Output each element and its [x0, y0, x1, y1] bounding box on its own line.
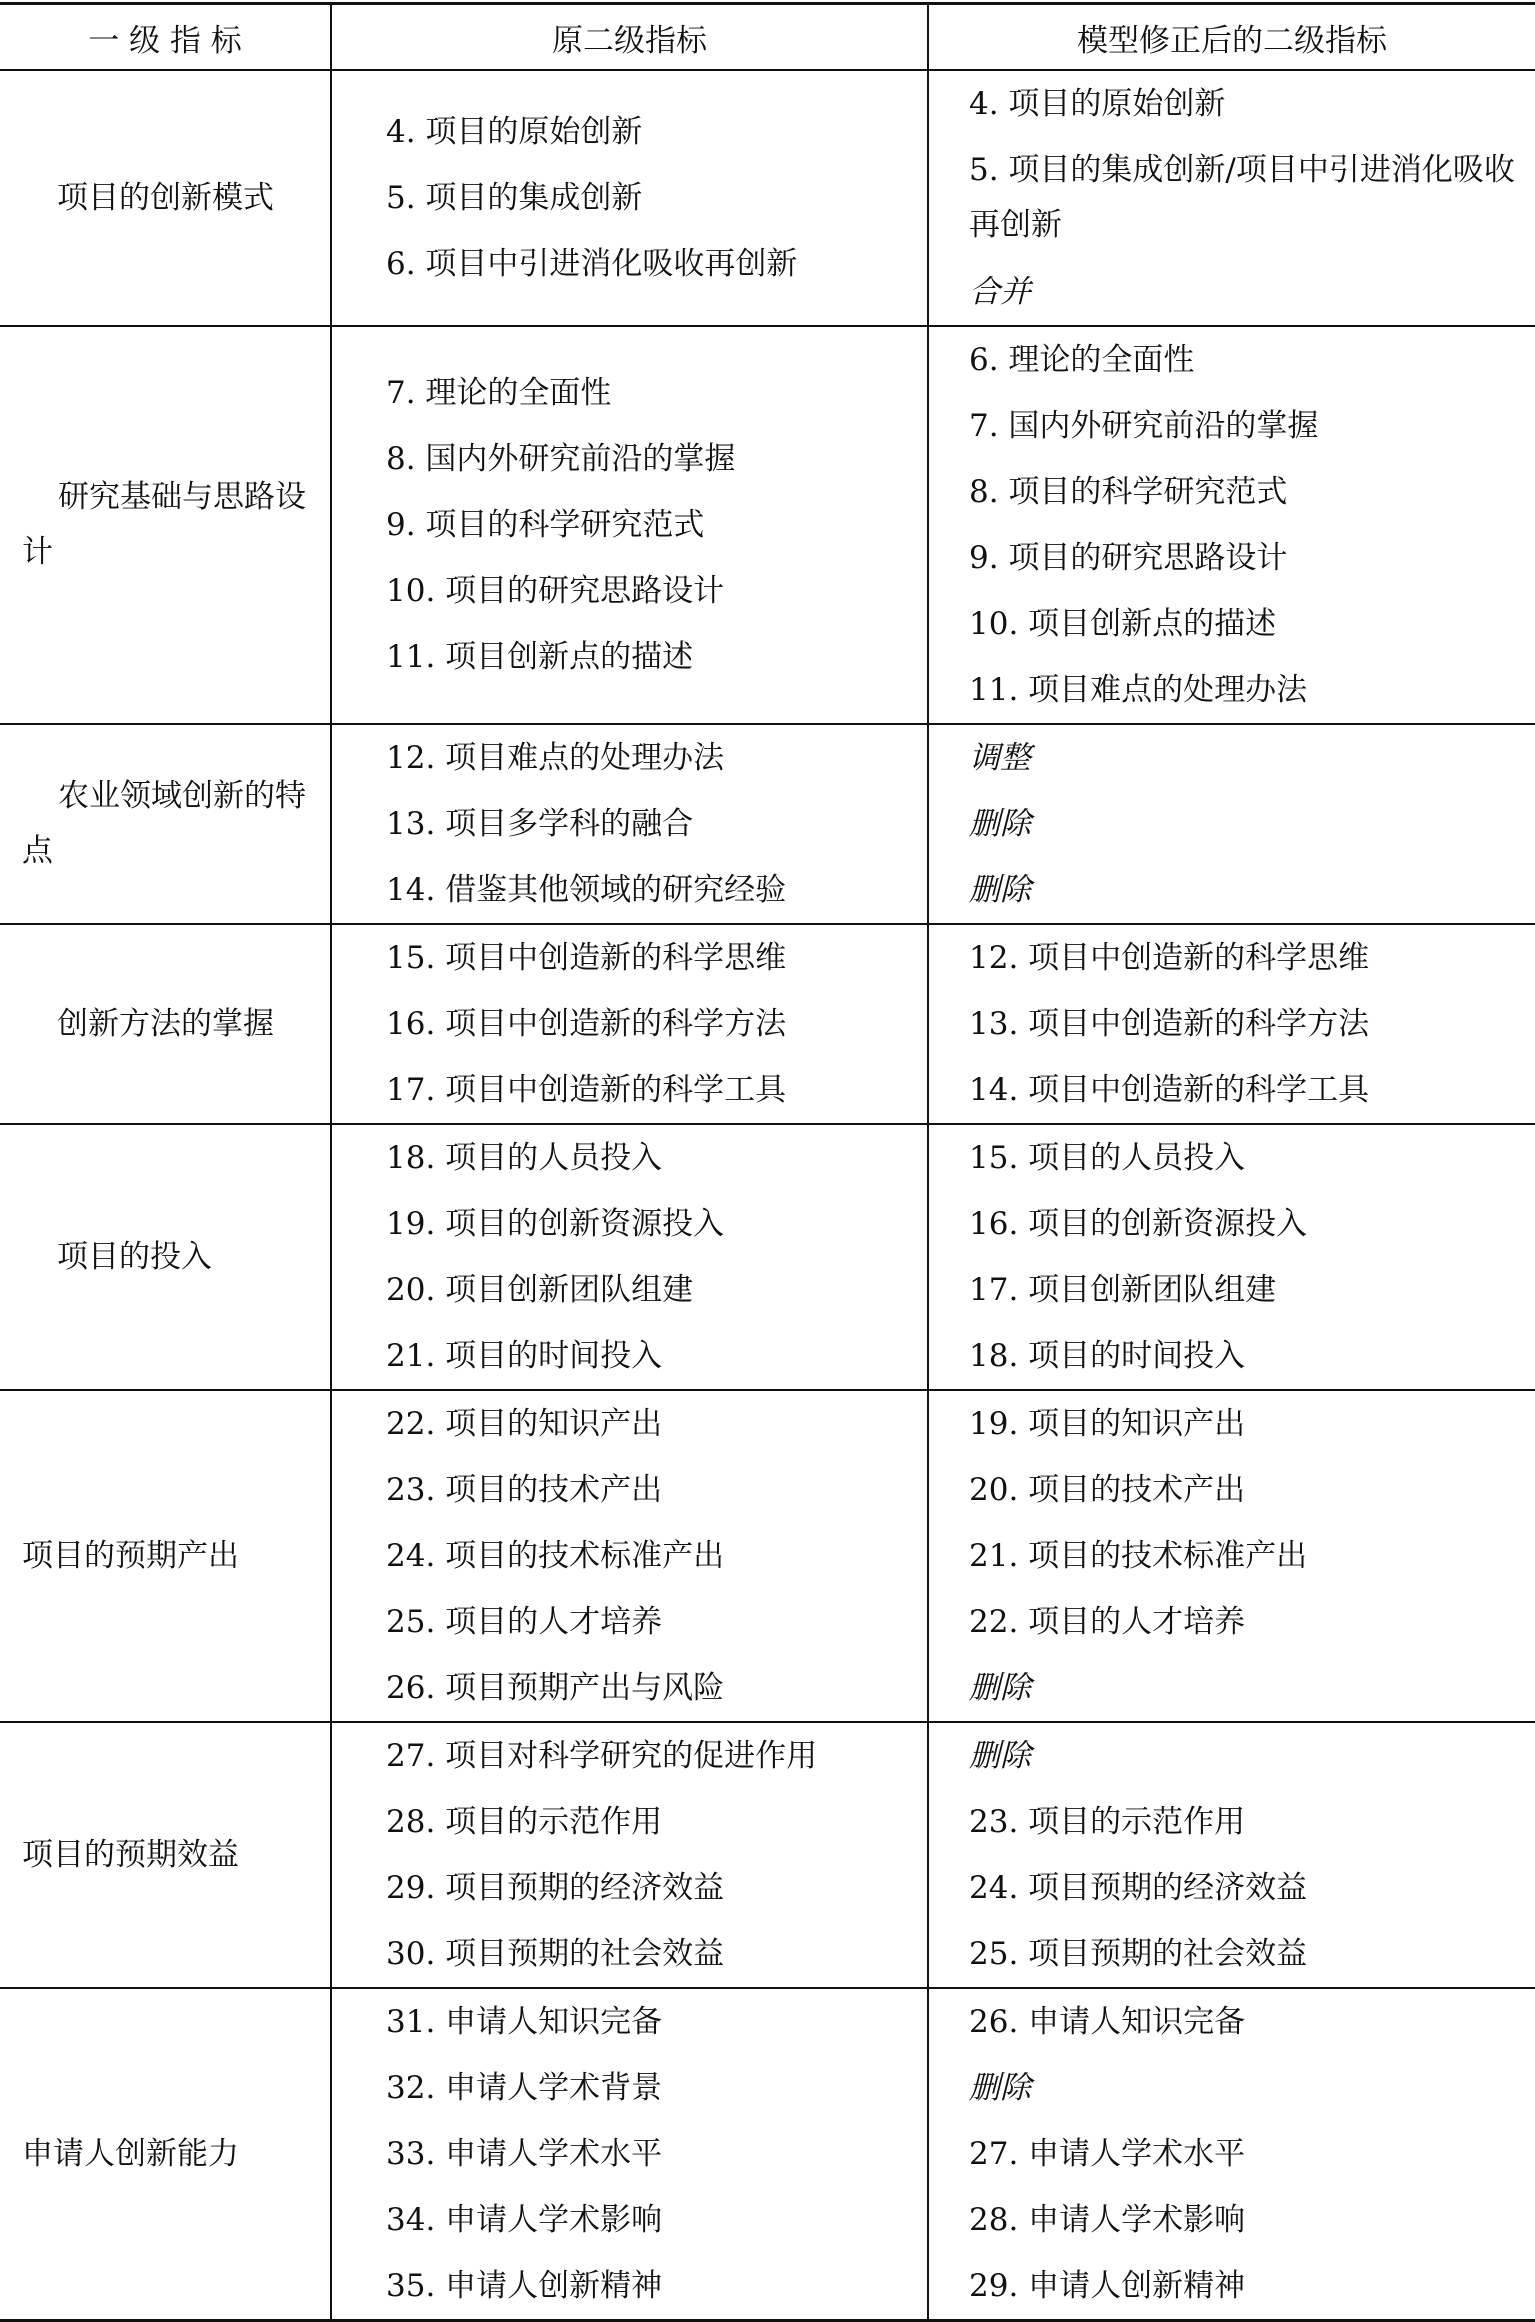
indicator-list	[332, 925, 927, 1123]
level1-label: 研究基础与思路设计	[22, 479, 306, 570]
level1-label: 创新方法的掌握	[57, 1005, 274, 1042]
list-item: 27. 项目对科学研究的促进作用	[386, 1738, 818, 1774]
list-item: 14. 借鉴其他领域的研究经验	[386, 872, 787, 908]
indicator-list	[332, 99, 927, 297]
original-indicators-cell	[331, 70, 928, 326]
list-item: 20. 项目的技术产出	[969, 1472, 1246, 1508]
level1-cell	[0, 724, 331, 924]
list-item: 9. 项目的研究思路设计	[969, 540, 1288, 576]
revised-indicators-cell	[928, 1722, 1535, 1988]
list-item: 删除	[969, 872, 1031, 908]
revised-indicators-cell	[928, 1124, 1535, 1390]
list-item: 16. 项目中创造新的科学方法	[386, 1006, 787, 1042]
revised-indicators-cell	[928, 70, 1535, 326]
header-original: 原二级指标	[331, 4, 928, 71]
list-item: 6. 项目中引进消化吸收再创新	[386, 246, 798, 282]
level1-label: 农业领域创新的特点	[22, 778, 306, 869]
list-item: 19. 项目的创新资源投入	[386, 1206, 725, 1242]
indicator-list	[332, 1391, 927, 1721]
original-indicators-cell	[331, 326, 928, 724]
list-item: 24. 项目的技术标准产出	[386, 1538, 725, 1574]
list-item: 19. 项目的知识产出	[969, 1406, 1246, 1442]
table-row	[0, 70, 1535, 326]
list-item: 22. 项目的知识产出	[386, 1406, 663, 1442]
header-level1: 一 级 指 标	[0, 4, 331, 71]
list-item: 13. 项目多学科的融合	[386, 806, 694, 842]
list-item: 8. 国内外研究前沿的掌握	[386, 441, 736, 477]
list-item: 4. 项目的原始创新	[969, 86, 1226, 122]
original-indicators-cell	[331, 1124, 928, 1390]
list-item: 31. 申请人知识完备	[386, 2004, 663, 2040]
list-item: 17. 项目创新团队组建	[969, 1272, 1277, 1308]
revised-indicators-cell	[928, 1988, 1535, 2321]
list-item: 8. 项目的科学研究范式	[969, 474, 1288, 510]
list-item: 11. 项目创新点的描述	[386, 639, 694, 675]
list-item: 6. 理论的全面性	[969, 342, 1195, 378]
list-item: 12. 项目难点的处理办法	[386, 740, 725, 776]
list-item: 32. 申请人学术背景	[386, 2070, 663, 2106]
indicator-list	[929, 1723, 1535, 1987]
list-item: 24. 项目预期的经济效益	[969, 1870, 1308, 1906]
table-header-row	[0, 4, 1535, 71]
indicator-list	[332, 1989, 927, 2319]
list-item: 11. 项目难点的处理办法	[969, 672, 1308, 708]
level1-label: 项目的创新模式	[57, 179, 274, 216]
table-row	[0, 326, 1535, 724]
list-item: 15. 项目的人员投入	[969, 1140, 1246, 1176]
indicator-list	[929, 327, 1535, 723]
list-item: 12. 项目中创造新的科学思维	[969, 940, 1370, 976]
level1-cell	[0, 1722, 331, 1988]
list-item: 26. 申请人知识完备	[969, 2004, 1246, 2040]
list-item: 18. 项目的时间投入	[969, 1338, 1246, 1374]
table-body	[0, 70, 1535, 2321]
list-item: 9. 项目的科学研究范式	[386, 507, 705, 543]
header-revised: 模型修正后的二级指标	[928, 4, 1535, 71]
list-item: 27. 申请人学术水平	[969, 2136, 1246, 2172]
list-item: 7. 国内外研究前沿的掌握	[969, 408, 1319, 444]
list-item: 16. 项目的创新资源投入	[969, 1206, 1308, 1242]
list-item: 33. 申请人学术水平	[386, 2136, 663, 2172]
list-item: 29. 项目预期的经济效益	[386, 1870, 725, 1906]
list-item: 30. 项目预期的社会效益	[386, 1936, 725, 1972]
list-item: 10. 项目的研究思路设计	[386, 573, 725, 609]
list-item: 26. 项目预期产出与风险	[386, 1670, 725, 1706]
list-item: 21. 项目的时间投入	[386, 1338, 663, 1374]
list-item: 调整	[969, 740, 1031, 776]
indicator-list	[929, 1391, 1535, 1721]
list-item: 合并	[969, 274, 1031, 310]
list-item: 15. 项目中创造新的科学思维	[386, 940, 787, 976]
level1-label: 项目的预期效益	[22, 1836, 239, 1873]
list-item: 13. 项目中创造新的科学方法	[969, 1006, 1370, 1042]
original-indicators-cell	[331, 1722, 928, 1988]
level1-cell	[0, 1988, 331, 2321]
indicator-list	[332, 360, 927, 690]
original-indicators-cell	[331, 924, 928, 1124]
table-row	[0, 1722, 1535, 1988]
level1-label: 申请人创新能力	[22, 2135, 239, 2172]
level1-label: 项目的投入	[57, 1238, 212, 1275]
original-indicators-cell	[331, 1390, 928, 1722]
revised-indicators-cell	[928, 1390, 1535, 1722]
list-item: 4. 项目的原始创新	[386, 114, 643, 150]
indicator-list	[929, 1125, 1535, 1389]
list-item: 35. 申请人创新精神	[386, 2268, 663, 2304]
level1-label: 项目的预期产出	[22, 1537, 239, 1574]
indicator-table	[0, 2, 1535, 2322]
list-item: 25. 项目的人才培养	[386, 1604, 663, 1640]
list-item: 28. 项目的示范作用	[386, 1804, 663, 1840]
indicator-list	[332, 1125, 927, 1389]
list-item: 删除	[969, 806, 1031, 842]
indicator-list	[929, 71, 1535, 325]
list-item: 5. 项目的集成创新/项目中引进消化吸收再创新	[969, 152, 1515, 243]
indicator-list	[332, 725, 927, 923]
table-row	[0, 1124, 1535, 1390]
list-item: 22. 项目的人才培养	[969, 1604, 1246, 1640]
indicator-list	[332, 1723, 927, 1987]
list-item: 删除	[969, 2070, 1031, 2106]
indicator-list	[929, 925, 1535, 1123]
list-item: 5. 项目的集成创新	[386, 180, 643, 216]
list-item: 34. 申请人学术影响	[386, 2202, 663, 2238]
list-item: 17. 项目中创造新的科学工具	[386, 1072, 787, 1108]
list-item: 20. 项目创新团队组建	[386, 1272, 694, 1308]
revised-indicators-cell	[928, 326, 1535, 724]
level1-cell	[0, 1124, 331, 1390]
table-row	[0, 724, 1535, 924]
revised-indicators-cell	[928, 724, 1535, 924]
list-item: 18. 项目的人员投入	[386, 1140, 663, 1176]
table-row	[0, 1988, 1535, 2321]
indicator-list	[929, 1989, 1535, 2319]
level1-cell	[0, 1390, 331, 1722]
list-item: 删除	[969, 1670, 1031, 1706]
list-item: 21. 项目的技术标准产出	[969, 1538, 1308, 1574]
indicator-list	[929, 725, 1535, 923]
original-indicators-cell	[331, 724, 928, 924]
list-item: 10. 项目创新点的描述	[969, 606, 1277, 642]
list-item: 23. 项目的示范作用	[969, 1804, 1246, 1840]
original-indicators-cell	[331, 1988, 928, 2321]
list-item: 删除	[969, 1738, 1031, 1774]
list-item: 14. 项目中创造新的科学工具	[969, 1072, 1370, 1108]
level1-cell	[0, 326, 331, 724]
revised-indicators-cell	[928, 924, 1535, 1124]
list-item: 28. 申请人学术影响	[969, 2202, 1246, 2238]
table-row	[0, 924, 1535, 1124]
list-item: 23. 项目的技术产出	[386, 1472, 663, 1508]
list-item: 29. 申请人创新精神	[969, 2268, 1246, 2304]
list-item: 7. 理论的全面性	[386, 375, 612, 411]
level1-cell	[0, 70, 331, 326]
list-item: 25. 项目预期的社会效益	[969, 1936, 1308, 1972]
level1-cell	[0, 924, 331, 1124]
table-row	[0, 1390, 1535, 1722]
